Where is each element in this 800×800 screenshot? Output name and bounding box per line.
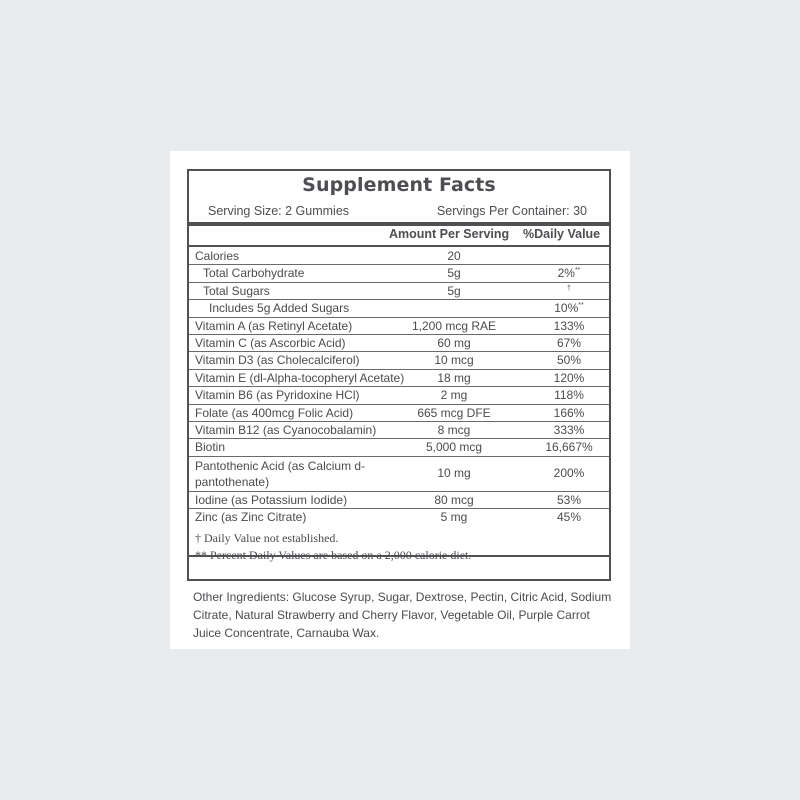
nutrient-daily-value bbox=[529, 336, 609, 350]
nutrient-label: Total Carbohydrate bbox=[203, 266, 305, 281]
nutrient-label: Iodine (as Potassium Iodide) bbox=[195, 492, 348, 507]
header-amount: Amount Per Serving bbox=[389, 227, 510, 241]
daily-value-text: 120% bbox=[553, 370, 585, 385]
label-card bbox=[170, 151, 630, 649]
nutrient-row bbox=[189, 352, 609, 369]
nutrient-amount: 80 mcg bbox=[434, 492, 474, 507]
daily-value-text: 333% bbox=[553, 422, 585, 437]
nutrient-amount: 10 mg bbox=[437, 465, 471, 480]
nutrient-daily-value bbox=[529, 301, 609, 315]
divider-header bbox=[189, 245, 609, 247]
nutrient-row bbox=[189, 457, 609, 492]
nutrient-label: Vitamin A (as Retinyl Acetate) bbox=[195, 318, 353, 333]
daily-value-text: 133% bbox=[553, 318, 585, 333]
nutrient-daily-value bbox=[529, 284, 609, 298]
panel-title: Supplement Facts bbox=[302, 174, 496, 196]
nutrient-amount: 5 mg bbox=[440, 510, 468, 525]
nutrient-row bbox=[189, 248, 609, 265]
nutrient-label: Pantothenic Acid (as Calcium d-pantothenate) bbox=[195, 458, 366, 489]
other-ingredients: Other Ingredients: Glucose Syrup, Sugar, Dextrose, Pectin, Citric Acid, Sodium Citrate, Natural Strawberry and Cherry Flavor, Vegetable Oil, Purple Carrot Juice Concentrate, Carnauba Wax. bbox=[193, 590, 612, 640]
nutrient-amount: 5,000 mcg bbox=[425, 440, 483, 455]
nutrient-amount: 60 mg bbox=[437, 335, 471, 350]
daily-value-text: 2% bbox=[557, 266, 575, 281]
nutrient-amount: 18 mg bbox=[437, 370, 471, 385]
nutrient-label: Vitamin B12 (as Cyanocobalamin) bbox=[195, 422, 377, 437]
nutrient-amount: 8 mcg bbox=[437, 422, 471, 437]
column-header-row bbox=[189, 227, 609, 244]
nutrient-row bbox=[189, 509, 609, 526]
nutrient-amount: 5g bbox=[447, 283, 461, 298]
supplement-facts-panel bbox=[187, 169, 611, 557]
divider-thick bbox=[189, 222, 609, 226]
nutrient-daily-value bbox=[529, 388, 609, 402]
daily-value-text: 16,667% bbox=[545, 440, 593, 455]
nutrient-daily-value bbox=[529, 510, 609, 524]
nutrient-row bbox=[189, 387, 609, 404]
daily-value-mark: † bbox=[567, 284, 571, 292]
nutrient-daily-value bbox=[529, 423, 609, 437]
nutrient-amount: 5g bbox=[447, 266, 461, 281]
nutrient-row bbox=[189, 492, 609, 509]
daily-value-text: 53% bbox=[556, 492, 582, 507]
daily-value-text: 10% bbox=[554, 301, 579, 316]
nutrient-row bbox=[189, 422, 609, 439]
daily-value-text: 50% bbox=[556, 353, 582, 368]
daily-value-text: 67% bbox=[556, 335, 582, 350]
footnote-box bbox=[187, 527, 611, 581]
nutrient-row bbox=[189, 439, 609, 456]
nutrient-daily-value bbox=[529, 266, 609, 280]
nutrient-daily-value bbox=[529, 493, 609, 507]
nutrient-row bbox=[189, 283, 609, 300]
daily-value-text: 118% bbox=[554, 388, 584, 403]
nutrient-rows bbox=[189, 248, 609, 526]
nutrient-daily-value bbox=[529, 440, 609, 454]
nutrient-daily-value bbox=[529, 371, 609, 385]
nutrient-label: Calories bbox=[195, 249, 240, 263]
nutrient-amount: 10 mcg bbox=[434, 353, 474, 368]
nutrient-label: Folate (as 400mcg Folic Acid) bbox=[195, 405, 354, 420]
nutrient-label: Biotin bbox=[195, 440, 226, 455]
daily-value-text: 45% bbox=[556, 510, 582, 525]
nutrient-amount: 20 bbox=[447, 249, 461, 263]
nutrient-daily-value bbox=[529, 466, 609, 480]
daily-value-mark: ** bbox=[578, 302, 584, 310]
nutrient-label: Zinc (as Zinc Citrate) bbox=[195, 510, 307, 525]
nutrient-daily-value bbox=[529, 353, 609, 367]
daily-value-text: 200% bbox=[553, 465, 585, 480]
footnote-percent: ** Percent Daily Values are based on a 2,000 calorie diet. bbox=[195, 548, 472, 562]
nutrient-label: Vitamin C (as Ascorbic Acid) bbox=[195, 335, 346, 350]
nutrient-row bbox=[189, 318, 609, 335]
nutrient-row bbox=[189, 370, 609, 387]
nutrient-row bbox=[189, 300, 609, 317]
footnote-daily-value: † Daily Value not established. bbox=[195, 531, 339, 545]
nutrient-amount: 2 mg bbox=[440, 388, 468, 403]
header-daily-value: %Daily Value bbox=[523, 227, 601, 241]
nutrient-daily-value bbox=[529, 319, 609, 333]
nutrient-row bbox=[189, 405, 609, 422]
footnotes bbox=[195, 530, 471, 564]
servings-per-container: Servings Per Container: 30 bbox=[436, 204, 587, 218]
daily-value-text: 166% bbox=[553, 405, 585, 420]
daily-value-mark: ** bbox=[574, 267, 581, 275]
nutrient-row bbox=[189, 335, 609, 352]
nutrient-row bbox=[189, 265, 609, 282]
nutrient-amount: 1,200 mcg RAE bbox=[411, 318, 497, 333]
nutrient-label: Total Sugars bbox=[203, 283, 270, 298]
serving-size: Serving Size: 2 Gummies bbox=[208, 204, 350, 218]
nutrient-label: Vitamin D3 (as Cholecalciferol) bbox=[195, 353, 360, 368]
nutrient-label: Vitamin B6 (as Pyridoxine HCl) bbox=[195, 388, 360, 403]
nutrient-amount: 665 mcg DFE bbox=[417, 405, 491, 420]
nutrient-label: Vitamin E (dl-Alpha-tocopheryl Acetate) bbox=[195, 370, 405, 385]
nutrient-label: Includes 5g Added Sugars bbox=[209, 301, 350, 316]
nutrient-daily-value bbox=[529, 406, 609, 420]
